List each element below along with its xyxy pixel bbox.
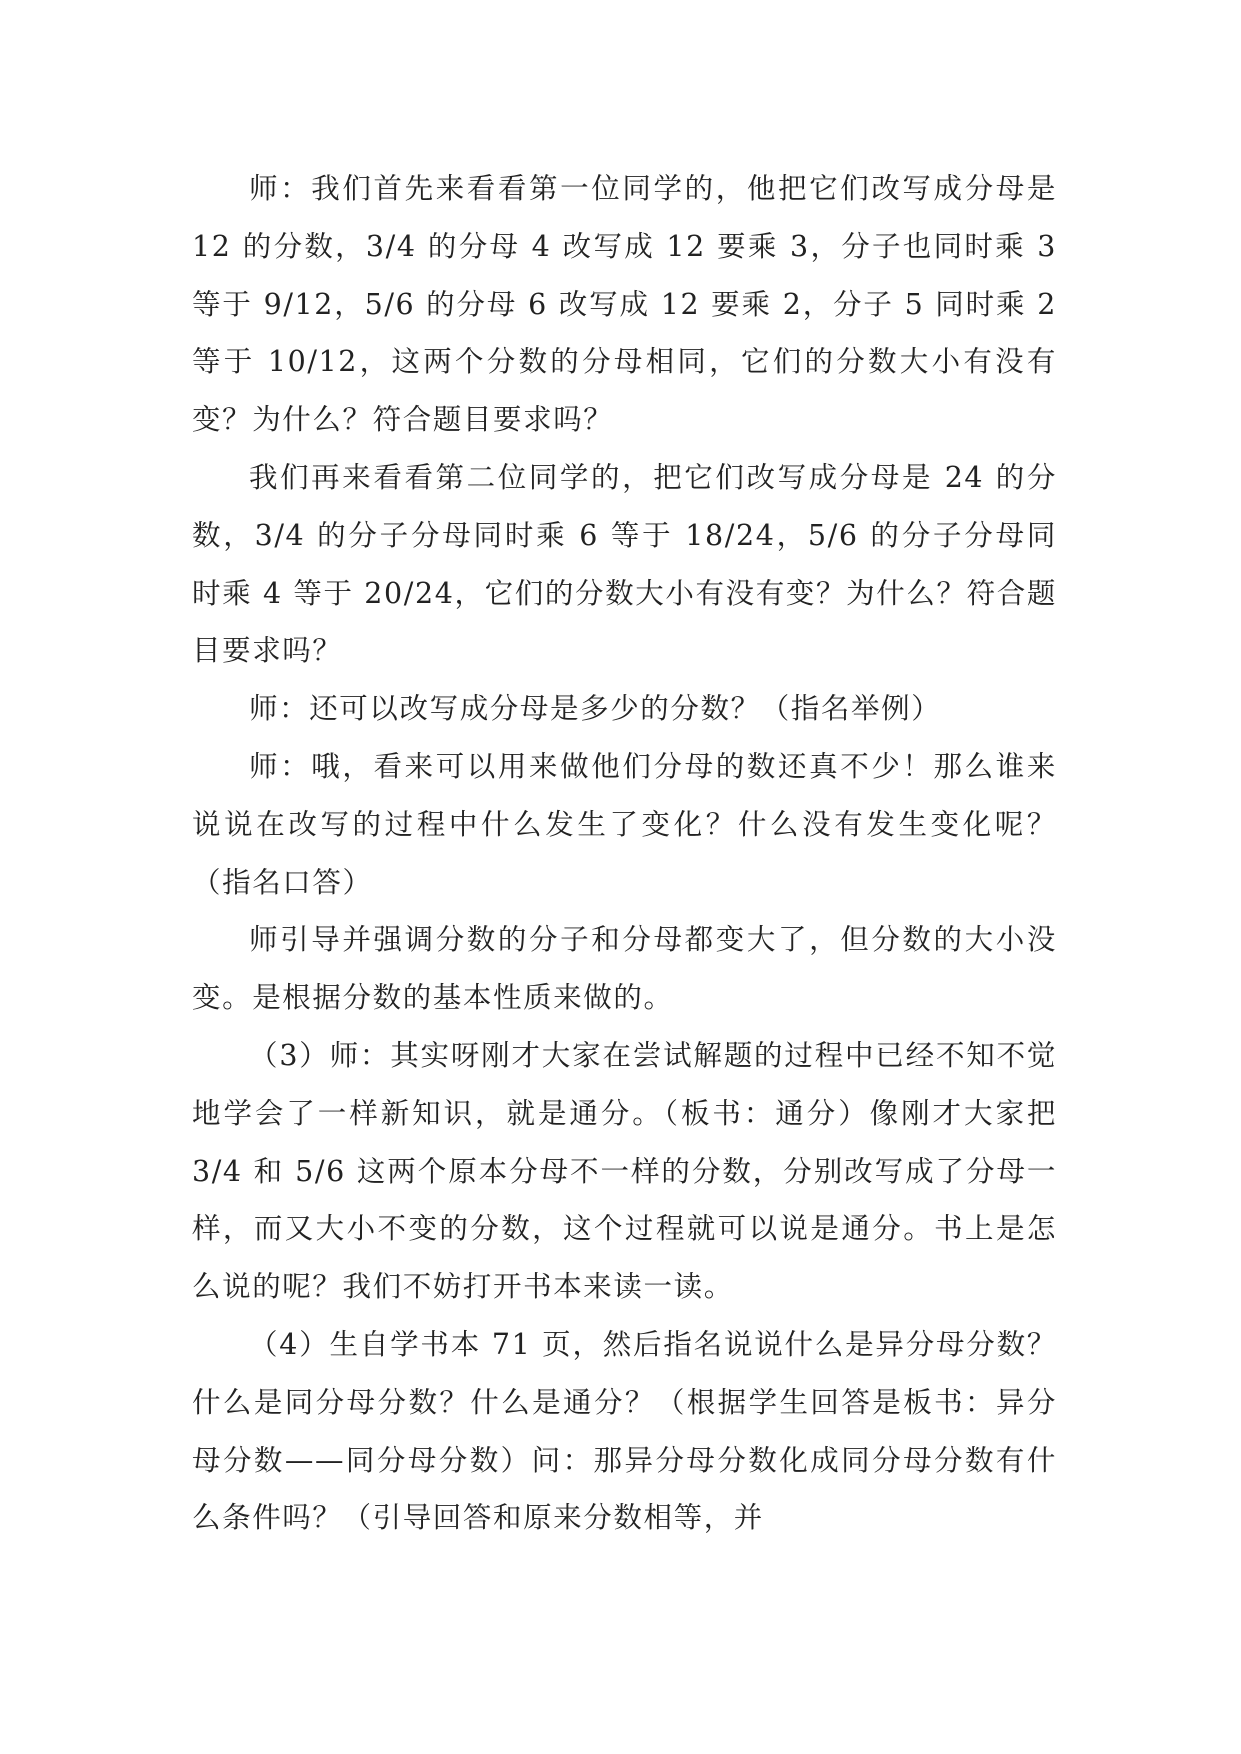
paragraph-teacher-first-student: 师：我们首先来看看第一位同学的，他把它们改写成分母是 12 的分数，3/4 的分母 4 改写成 12 要乘 3，分子也同时乘 3 等于 9/12，5/6 的分母 6 改写成 12 要乘 2，分子 5 同时乘 2 等于 10/12，这两个分数的分母相同，它们的分数大小有没有变？为什么？符合题目要求吗？ — [192, 172, 1057, 437]
paragraph-other-denominators: 师：还可以改写成分母是多少的分数？（指名举例） — [249, 692, 942, 726]
paragraph-second-student: 我们再来看看第二位同学的，把它们改写成分母是 24 的分数，3/4 的分子分母同时乘 6 等于 18/24，5/6 的分子分母同时乘 4 等于 20/24，它们的分数大小有没有变？为什么？符合题目要求吗？ — [192, 460, 1057, 668]
paragraph-basic-property: 师引导并强调分数的分子和分母都变大了，但分数的大小没变。是根据分数的基本性质来做的。 — [192, 923, 1057, 1015]
paragraph-step-3-common-denominator: （3）师：其实呀刚才大家在尝试解题的过程中已经不知不觉地学会了一样新知识，就是通分。（板书：通分）像刚才大家把 3/4 和 5/6 这两个原本分母不一样的分数，分别改写成了分母一样，而又大小不变的分数，这个过程就可以说是通分。书上是怎么说的呢？我们不妨打开书本来读一读。 — [192, 1038, 1057, 1304]
paragraph-step-4-self-study: （4）生自学书本 71 页，然后指名说说什么是异分母分数？什么是同分母分数？什么是通分？（根据学生回答是板书：异分母分数——同分母分数）问：那异分母分数化成同分母分数有什么条件吗？（引导回答和原来分数相等，并 — [192, 1327, 1057, 1535]
paragraph-what-changed: 师：哦，看来可以用来做他们分母的数还真不少！那么谁来说说在改写的过程中什么发生了变化？什么没有发生变化呢？（指名口答） — [192, 749, 1057, 899]
document-body — [192, 160, 1057, 1547]
